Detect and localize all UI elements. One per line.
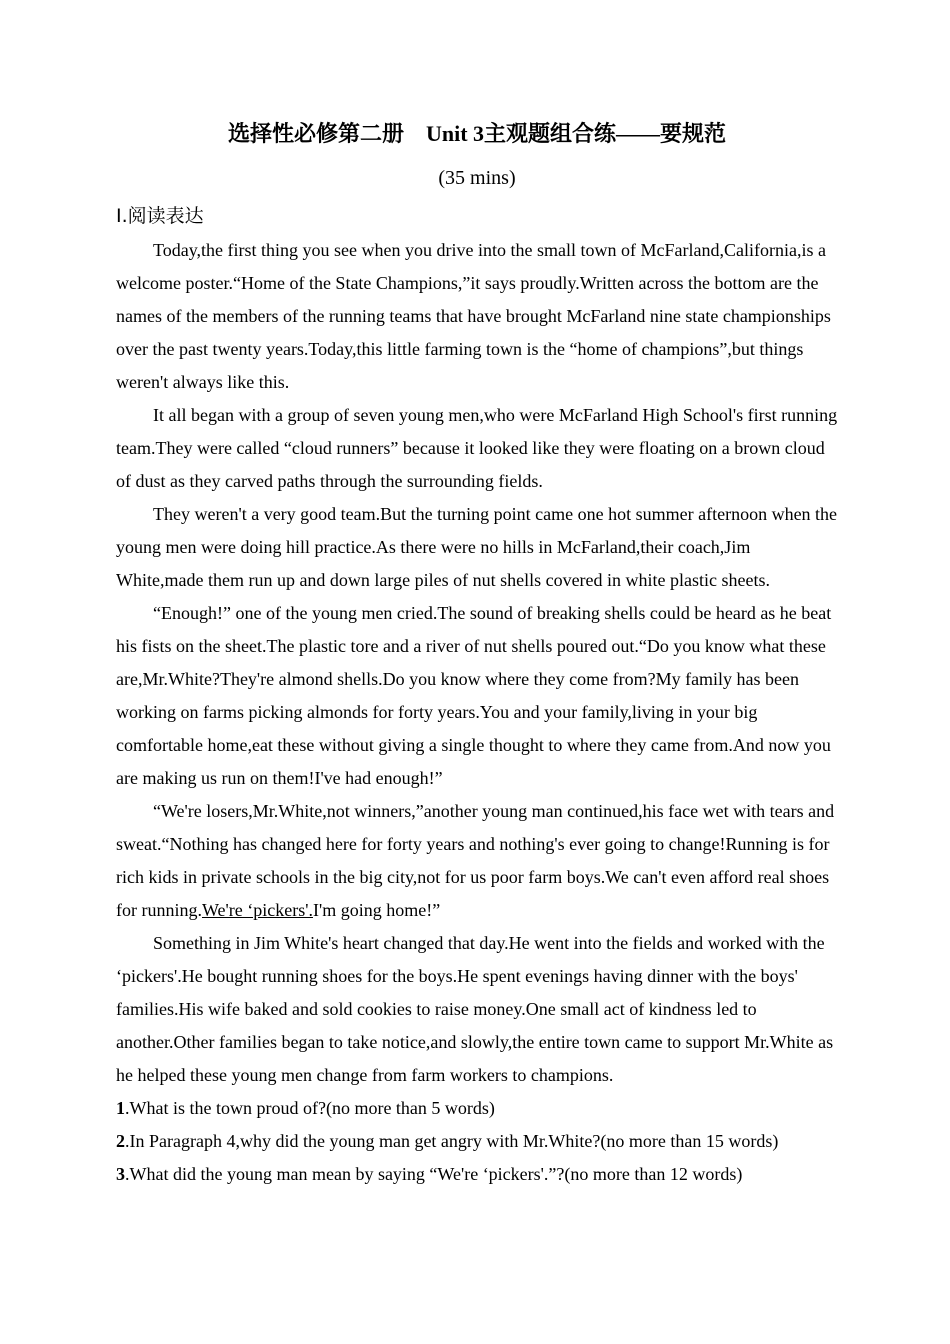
question-number: 3: [116, 1164, 125, 1184]
question-number: 2: [116, 1131, 125, 1151]
question-list: [116, 1092, 838, 1191]
question-2: [116, 1125, 838, 1158]
passage-paragraph-3: They weren't a very good team.But the turning point came one hot summer afternoon when the young men were doing hill practice.As there were no hills in McFarland,their coach,Jim White,made them run up and down large piles of nut shells covered in white plastic sheets.: [116, 504, 838, 590]
time-limit: (35 mins): [438, 167, 516, 189]
section-heading: Ⅰ.阅读表达: [116, 205, 204, 227]
question-3: [116, 1158, 838, 1191]
underlined-quote: We're ‘pickers'.: [201, 900, 313, 920]
passage-paragraph-6: Something in Jim White's heart changed that day.He went into the fields and worked with the ‘pickers'.He bought running shoes for the boys.He spent evenings having dinner with the boys' families.His wife baked and sold cookies to raise money.One small act of kindness led to another.Other families began to take notice,and slowly,the entire town came to support Mr.White as he helped these young men change from farm workers to champions.: [116, 933, 834, 1085]
passage-paragraph-2: It all began with a group of seven young men,who were McFarland High School's first running team.They were called “cloud runners” because it looked like they were floating on a brown cloud of dust as they carved paths through the surrounding fields.: [116, 405, 838, 491]
reading-passage: [116, 234, 838, 1092]
question-number: 1: [116, 1098, 125, 1118]
question-1: [116, 1092, 838, 1125]
passage-paragraph-1: Today,the first thing you see when you drive into the small town of McFarland,California,is a welcome poster.“Home of the State Champions,”it says proudly.Written across the bottom are the names of the members of the running teams that have brought McFarland nine state championships over the past twenty years.Today,this little farming town is the “home of champions”,but things weren't always like this.: [116, 240, 831, 392]
question-text: .What did the young man mean by saying “We're ‘pickers'.”?(no more than 12 words): [125, 1164, 743, 1184]
paragraph-5-end: I'm going home!”: [312, 900, 441, 920]
question-text: .In Paragraph 4,why did the young man get angry with Mr.White?(no more than 15 words): [125, 1131, 779, 1151]
document-page: [116, 110, 838, 1191]
question-text: .What is the town proud of?(no more than 5 words): [125, 1098, 495, 1118]
passage-paragraph-4: “Enough!” one of the young men cried.The sound of breaking shells could be heard as he beat his fists on the sheet.The plastic tore and a river of nut shells poured out.“Do you know what these are,Mr.White?They're almond shells.Do you know where they come from?My family has been working on farms picking almonds for forty years.You and your family,living in your big comfortable home,eat these without giving a single thought to where they came from.And now you are making us run on them!I've had enough!”: [116, 603, 832, 788]
passage-paragraph-5: [116, 795, 838, 927]
page-title: 选择性必修第二册 Unit 3主观题组合练——要规范: [227, 121, 727, 146]
paragraph-5-text: “We're losers,Mr.White,not winners,”another young man continued,his face wet with tears and sweat.“Nothing has changed here for forty years and nothing's ever going to change!Running is for rich kids in private schools in the big city,not for us poor farm boys.We can't even afford real shoes for running.: [116, 801, 835, 920]
